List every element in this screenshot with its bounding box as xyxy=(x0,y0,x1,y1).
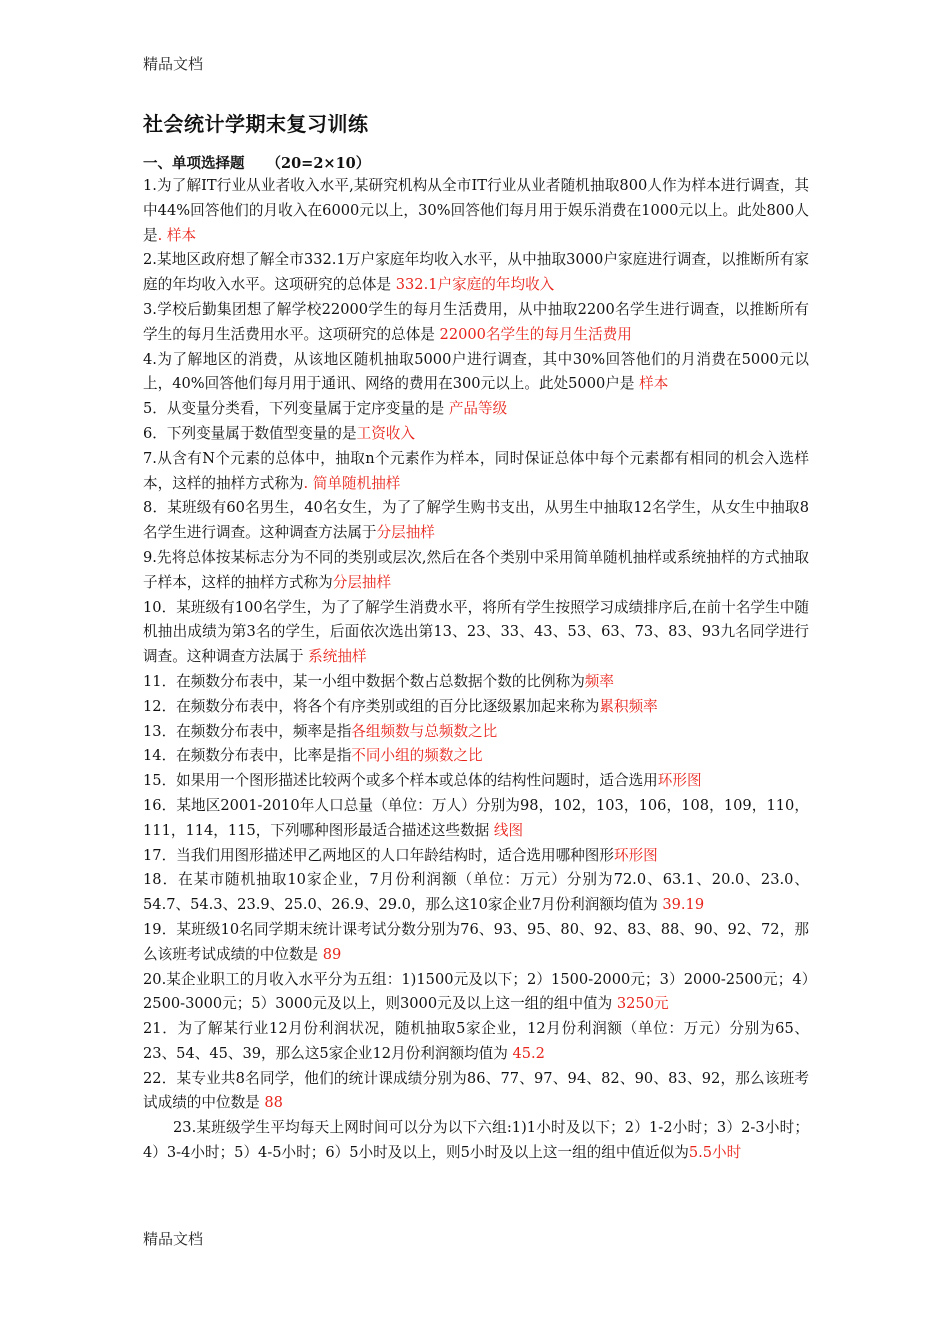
question-text: 22．某专业共8名同学，他们的统计课成绩分别为86、77、97、94、82、90、83、92，那么该班考试成绩的中位数是 xyxy=(143,1069,809,1112)
question-answer: 5.5小时 xyxy=(688,1144,742,1162)
question-text: 13．在频数分布表中，频率是指 xyxy=(143,722,352,740)
section-score: （20=2×10） xyxy=(266,155,371,172)
question-text: 2.某地区政府想了解全市332.1万户家庭年均收入水平，从中抽取3000户家庭进行调查，以推断所有家庭的年均收入水平。这项研究的总体是 xyxy=(143,251,809,294)
question-answer: 332.1户家庭的年均收入 xyxy=(395,276,555,294)
question-answer: 环形图 xyxy=(657,772,702,790)
question-text: 12．在频数分布表中，将各个有序类别或组的百分比逐级累加起来称为 xyxy=(143,697,600,715)
question-item xyxy=(143,248,809,298)
question-answer: 频率 xyxy=(584,672,614,690)
question-answer: 环形图 xyxy=(613,846,658,864)
question-item xyxy=(143,868,809,918)
question-text: 23.某班级学生平均每天上网时间可以分为以下六组:1)1小时及以下；2）1-2小时；3）2-3小时；4）3-4小时；5）4-5小时；6）5小时及以上，则5小时及以上这一组的组中值近似为 xyxy=(143,1119,809,1162)
question-text: 4.为了解地区的消费，从该地区随机抽取5000户进行调查，其中30%回答他们的月消费在5000元以上，40%回答他们每月用于通讯、网络的费用在300元以上。此处5000户是 xyxy=(143,350,809,393)
question-text: 16．某地区2001-2010年人口总量（单位：万人）分别为98，102，103，106，108，109，110，111，114，115，下列哪种图形最适合描述这些数据 xyxy=(143,796,809,839)
question-text: 6．下列变量属于数值型变量的是 xyxy=(143,424,357,442)
question-item xyxy=(143,918,809,968)
question-item xyxy=(143,174,809,248)
question-text: 7.从含有N个元素的总体中，抽取n个元素作为样本，同时保证总体中每个元素都有相同的机会入选样本，这样的抽样方式称为 xyxy=(143,449,809,492)
question-text: 11．在频数分布表中，某一小组中数据个数占总数据个数的比例称为 xyxy=(143,672,585,690)
question-text: 8．某班级有60名男生，40名女生，为了了解学生购书支出，从男生中抽取12名学生，从女生中抽取8名学生进行调查。这种调查方法属于 xyxy=(143,499,809,542)
section-heading xyxy=(143,152,370,173)
document-title: 社会统计学期末复习训练 xyxy=(143,112,369,136)
question-item xyxy=(143,695,809,720)
question-text: 5．从变量分类看，下列变量属于定序变量的是 xyxy=(143,400,449,418)
question-answer: 样本 xyxy=(639,375,669,393)
question-answer: 各组频数与总频数之比 xyxy=(351,722,498,740)
page-footer-label: 精品文档 xyxy=(143,1230,204,1248)
question-item xyxy=(143,769,809,794)
question-item xyxy=(143,397,809,422)
question-item xyxy=(143,496,809,546)
question-answer: 89 xyxy=(322,945,342,963)
question-answer: 不同小组的频数之比 xyxy=(351,747,483,765)
question-item xyxy=(143,422,809,447)
question-item xyxy=(143,546,809,596)
section-heading-text: 一、单项选择题 xyxy=(143,155,245,172)
question-answer: 产品等级 xyxy=(448,400,508,418)
question-item xyxy=(143,447,809,497)
question-text: 19．某班级10名同学期末统计课考试分数分别为76、93、95、80、92、83、88、90、92、72，那么该班考试成绩的中位数是 xyxy=(143,920,809,963)
question-item xyxy=(143,348,809,398)
question-text: 1.为了解IT行业从业者收入水平,某研究机构从全市IT行业从业者随机抽取800人作为样本进行调查，其中44%回答他们的月收入在6000元以上，30%回答他们每月用于娱乐消费在1000元以上。此处800人是 xyxy=(143,177,809,244)
question-text: 10．某班级有100名学生，为了了解学生消费水平，将所有学生按照学习成绩排序后,在前十名学生中随机抽出成绩为第3名的学生，后面依次选出第13、23、33、43、53、63、73、83、93九名同学进行调查。这种调查方法属于 xyxy=(143,598,809,666)
question-answer: 分层抽样 xyxy=(332,573,392,591)
question-item xyxy=(143,744,809,769)
question-item xyxy=(143,1116,809,1166)
page-header-label: 精品文档 xyxy=(143,55,204,73)
question-item xyxy=(143,1067,809,1117)
question-answer: 累积频率 xyxy=(599,697,658,715)
question-item xyxy=(143,670,809,695)
question-item xyxy=(143,844,809,869)
question-answer: 88 xyxy=(264,1094,283,1112)
question-item xyxy=(143,794,809,844)
question-item xyxy=(143,298,809,348)
question-text: 9.先将总体按某标志分为不同的类别或层次,然后在各个类别中采用简单随机抽样或系统抽样的方式抽取子样本，这样的抽样方式称为 xyxy=(143,548,809,591)
question-answer: 22000名学生的每月生活费用 xyxy=(439,325,632,343)
question-answer: 3250元 xyxy=(616,995,669,1013)
question-text: 21．为了解某行业12月份利润状况，随机抽取5家企业，12月份利润额（单位：万元）分别为65、23、54、45、39，那么这5家企业12月份利润额均值为 xyxy=(143,1020,809,1062)
question-item xyxy=(143,720,809,745)
question-item xyxy=(143,968,809,1018)
question-text: 17．当我们用图形描述甲乙两地区的人口年龄结构时，适合选用哪种图形 xyxy=(143,846,614,864)
question-list xyxy=(143,174,809,1166)
question-item xyxy=(143,1017,809,1067)
question-answer: 线图 xyxy=(493,821,524,839)
question-text: 20.某企业职工的月收入水平分为五组：1)1500元及以下；2）1500-2000元；3）2000-2500元；4）2500-3000元；5）3000元及以上，则3000元及以上这一组的组中值为 xyxy=(143,970,809,1013)
question-answer: 39.19 xyxy=(662,896,705,914)
question-answer: 分层抽样 xyxy=(376,524,435,542)
question-text: 15．如果用一个图形描述比较两个或多个样本或总体的结构性问题时，适合选用 xyxy=(143,772,658,790)
question-text: 3.学校后勤集团想了解学校22000学生的每月生活费用，从中抽取2200名学生进行调查，以推断所有学生的每月生活费用水平。这项研究的总体是 xyxy=(143,300,809,343)
question-answer: 系统抽样 xyxy=(308,648,367,666)
question-text: 14．在频数分布表中，比率是指 xyxy=(143,747,352,765)
question-answer: 45.2 xyxy=(512,1044,545,1062)
question-text: 18．在某市随机抽取10家企业，7月份利润额（单位：万元）分别为72.0、63.1、20.0、23.0、54.7、54.3、23.9、25.0、26.9、29.0，那么这10家企业7月份利润额均值为 xyxy=(143,871,809,914)
question-answer: . 样本 xyxy=(157,226,197,244)
question-answer: 工资收入 xyxy=(356,424,415,442)
question-answer: . 简单随机抽样 xyxy=(303,474,401,492)
question-item xyxy=(143,596,809,670)
